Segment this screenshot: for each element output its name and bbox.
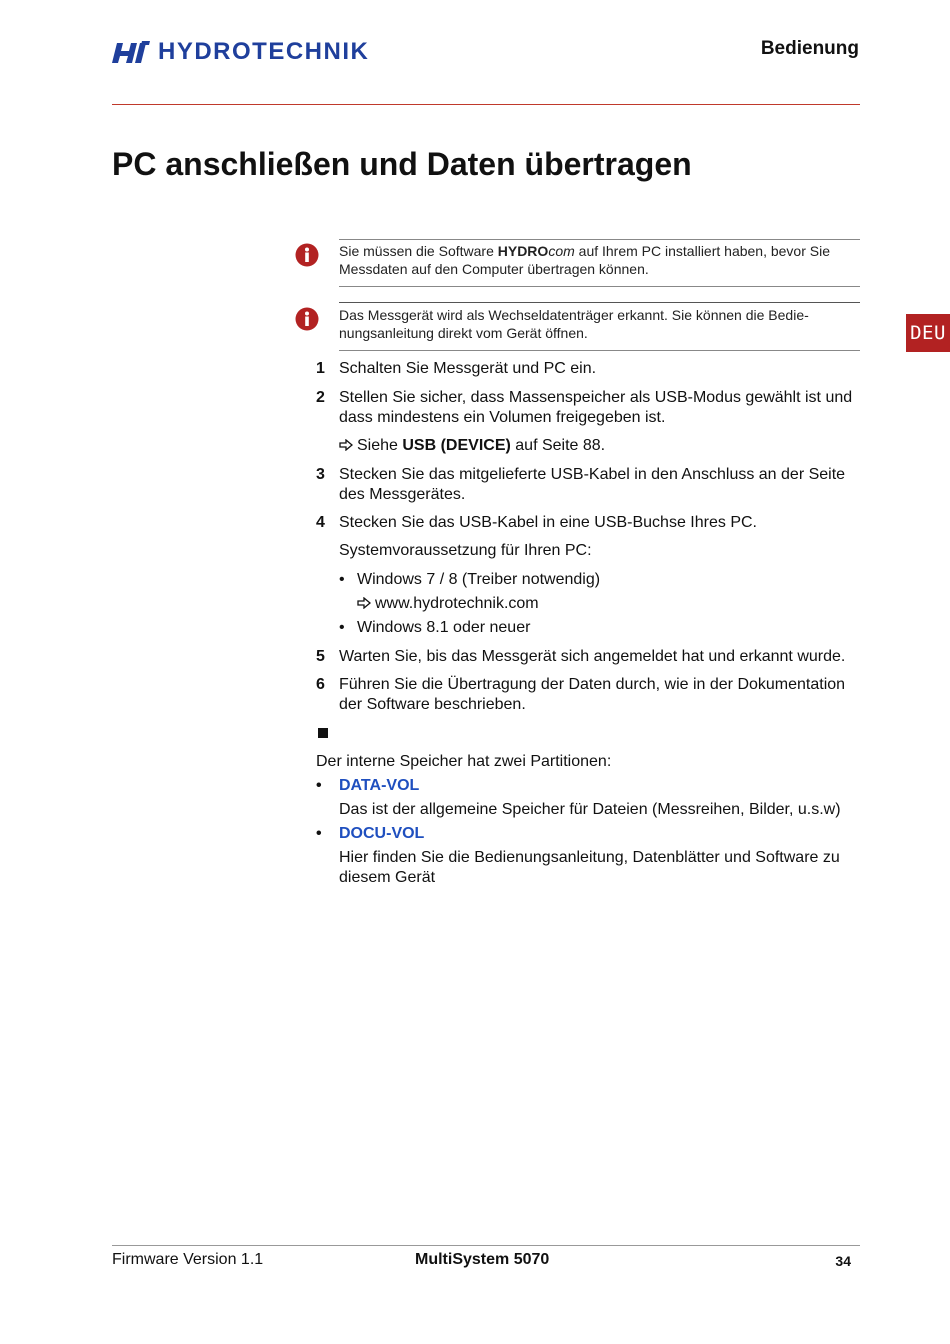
requirements-heading: Systemvoraussetzung für Ihren PC: [339,542,592,559]
note-text: Sie müssen die Software HYDROcom auf Ihrem PC installiert haben, bevor Sie Messdaten auf den Computer übertragen können. [339,243,831,277]
note-text: Das Messgerät wird als Wechseldatenträger erkannt. Sie können die Bedie- nungsanleitung direkt vom Gerät öffnen. [339,307,809,341]
footer-divider [112,1245,860,1246]
step-number: 2 [316,389,325,406]
bullet-icon: • [316,825,322,842]
arrow-right-icon [357,597,371,609]
product-name: MultiSystem 5070 [415,1251,550,1268]
bullet-icon: • [316,777,322,794]
step-text: Schalten Sie Messgerät und PC ein. [339,360,597,377]
note-divider [339,302,860,303]
header-divider [112,104,860,105]
requirement-item: Windows 8.1 oder neuer [357,619,531,636]
partitions-intro: Der interne Speicher hat zwei Partitionen: [316,753,612,770]
step-text: Stellen Sie sicher, dass Massenspeicher als USB-Modus gewählt ist und dass mindestens ein Volumen freigegeben ist. [339,389,853,426]
note-divider [339,286,860,287]
language-tab: DEU [906,314,950,352]
partition-description: Hier finden Sie die Bedienungsanleitung, Datenblätter und Software zu diesem Gerät [339,849,840,886]
step-text: Führen Sie die Übertragung der Daten durch, wie in der Dokumentation der Software beschrieben. [339,676,846,713]
requirement-item: Windows 7 / 8 (Treiber notwendig) [357,571,601,588]
bullet-icon: • [339,571,345,588]
partition-description: Das ist der allgemeine Speicher für Dateien (Messreihen, Bilder, u.s.w) [339,801,841,818]
page-number: 34 [835,1253,851,1269]
software-name: HYDRO [497,243,549,259]
step-number: 1 [316,360,325,377]
step-number: 5 [316,648,325,665]
step-text: Warten Sie, bis das Messgerät sich angemeldet hat und erkannt wurde. [339,648,846,665]
brand-name: HYDROTECHNIK [158,38,370,65]
end-of-steps-icon [318,728,328,738]
step-number: 6 [316,676,325,693]
note-divider [339,239,860,240]
hydrotechnik-logo-icon [112,39,150,65]
step-number: 3 [316,466,325,483]
brand-logo [112,38,369,66]
step-number: 4 [316,514,325,531]
firmware-version: Firmware Version 1.1 [112,1251,264,1268]
partition-name: DATA-VOL [339,777,420,794]
cross-reference[interactable]: Siehe USB (DEVICE) auf Seite 88. [339,436,860,456]
section-label: Bedienung [760,38,859,59]
page-title: PC anschließen und Daten übertragen [112,146,692,182]
info-icon [295,243,319,267]
info-icon [295,307,319,331]
step-text: Stecken Sie das USB-Kabel in eine USB-Buchse Ihres PC. [339,514,757,531]
partition-name: DOCU-VOL [339,825,425,842]
arrow-right-icon [339,439,353,451]
note-divider [339,350,860,351]
website-link[interactable]: www.hydrotechnik.com [357,594,539,614]
step-text: Stecken Sie das mitgelieferte USB-Kabel in den Anschluss an der Seite des Messgerätes. [339,466,846,503]
bullet-icon: • [339,619,345,636]
